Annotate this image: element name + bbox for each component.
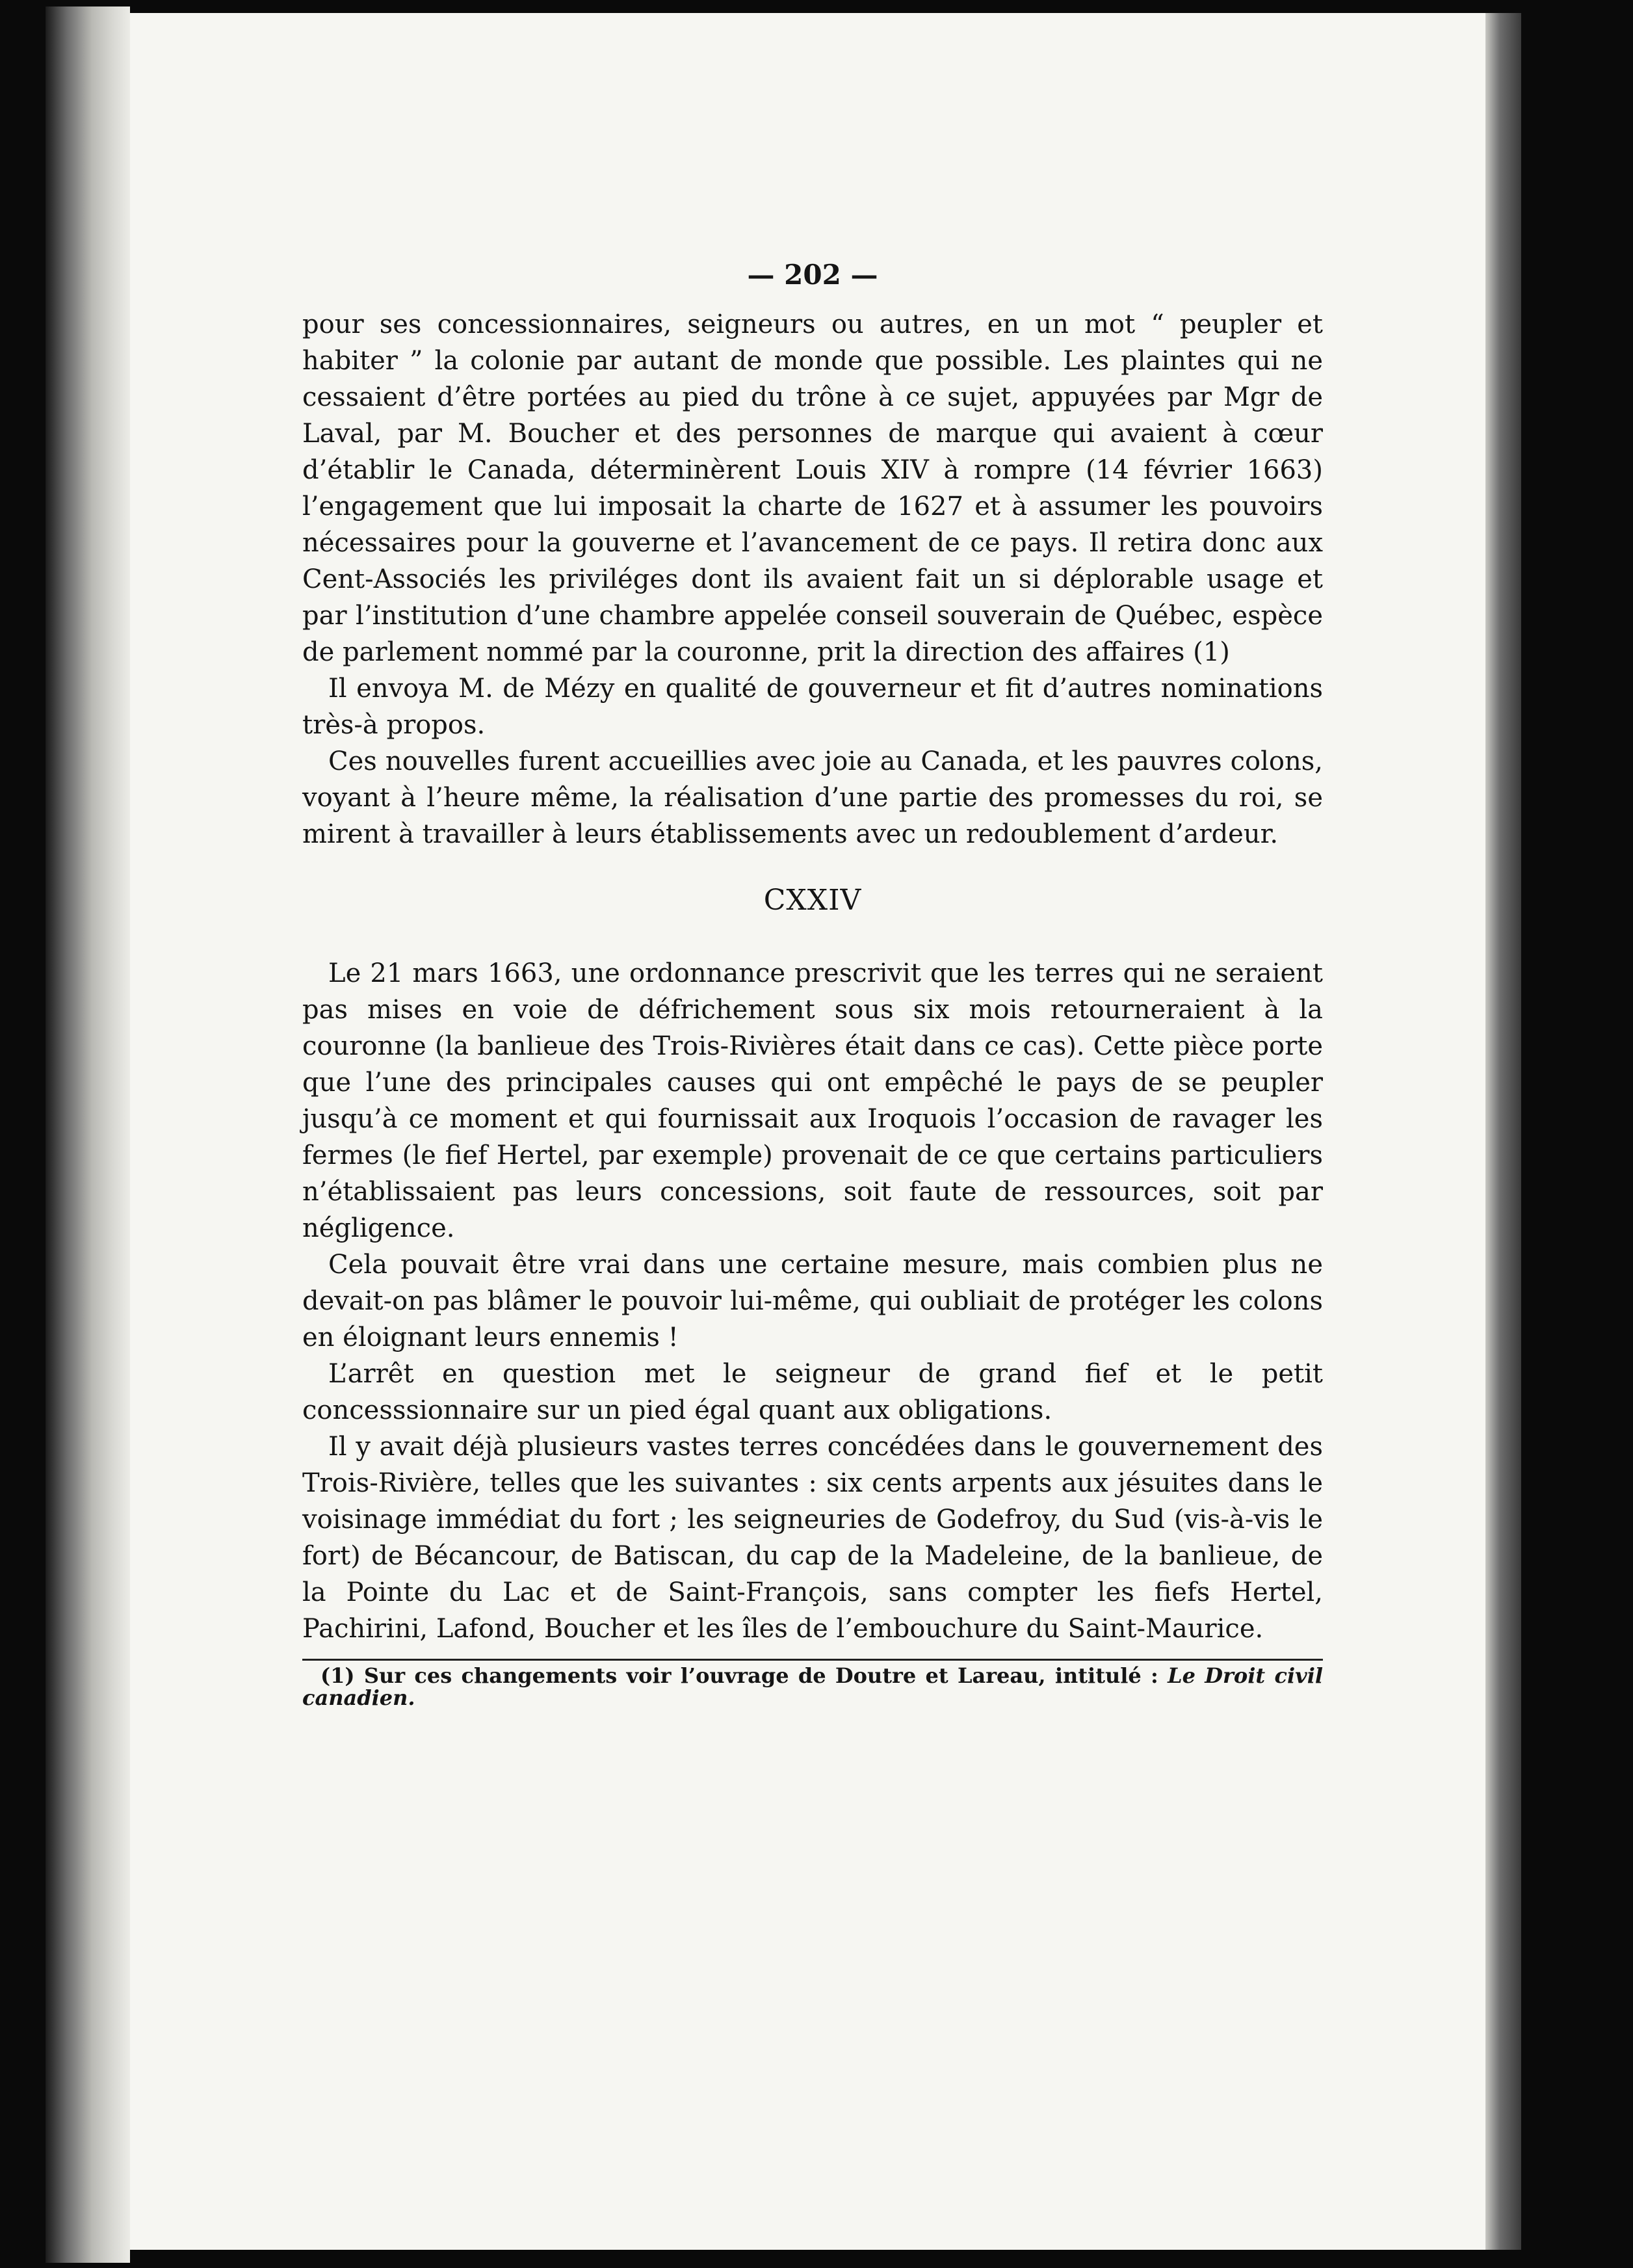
section-paragraph-2: Cela pouvait être vrai dans une certaine mesure, mais combien plus ne devait-on pas blâmer le pouvoir lui-même, qui oubliait de protéger les colons en éloignant leurs ennemis ! xyxy=(302,1250,1323,1352)
footnote-title: Le Droit civil canadien. xyxy=(302,1663,1324,1710)
section-heading: CXXIV xyxy=(763,884,862,917)
footnote-divider xyxy=(302,1659,1323,1661)
section-paragraph-3: L’arrêt en question met le seigneur de grand fief et le petit concesssionnaire sur un pied égal quant aux obligations. xyxy=(302,1359,1323,1425)
page-text-block xyxy=(302,257,1323,1709)
section-paragraph-4: Il y avait déjà plusieurs vastes terres concédées dans le gouvernement des Trois-Rivière, telles que les suivantes : six cents arpents aux jésuites dans le voisinage immédiat du fort ; les seigneuries de Godefroy, du Sud (vis-à-vis le fort) de Bécancour, de Batiscan, du cap de la Madeleine, de la banlieue, de la Pointe du Lac et de Saint-François, sans compter les fiefs Hertel, Pachirini, Lafond, Boucher et les îles de l’embouchure du Saint-Maurice. xyxy=(302,1432,1323,1644)
footnote xyxy=(302,1665,1323,1709)
paragraph-3: Ces nouvelles furent accueillies avec joie au Canada, et les pauvres colons, voyant à l’heure même, la réalisation d’une partie des promesses du roi, se mirent à travailler à leurs établissements avec un redoublement d’ardeur. xyxy=(302,746,1323,849)
section-paragraph-1: Le 21 mars 1663, une ordonnance prescrivit que les terres qui ne seraient pas mises en voie de défrichement sous six mois retourneraient à la couronne (la banlieue des Trois-Rivières était dans ce cas). Cette pièce porte que l’une des principales causes qui ont empêché le pays de se peupler jusqu’à ce moment et qui fournissait aux Iroquois l’occasion de ravager les fermes (le fief Hertel, par exemple) provenait de ce que certains particuliers n’établissaient pas leurs concessions, soit faute de ressources, soit par négligence. xyxy=(302,958,1323,1243)
footnote-text: (1) Sur ces changements voir l’ouvrage de Doutre et Lareau, intitulé : xyxy=(320,1663,1168,1688)
paragraph-2: Il envoya M. de Mézy en qualité de gouverneur et fit d’autres nominations très-à propos. xyxy=(302,674,1323,740)
page-number: — 202 — xyxy=(747,259,878,291)
paragraph-1: pour ses concessionnaires, seigneurs ou autres, en un mot “ peupler et habiter ” la colonie par autant de monde que possible. Les plaintes qui ne cessaient d’être portées au pied du trône à ce sujet, appuyées par Mgr de Laval, par M. Boucher et des personnes de marque qui avaient à cœur d’établir le Canada, déterminèrent Louis XIV à rompre (14 février 1663) l’engagement que lui imposait la charte de 1627 et à assumer les pouvoirs nécessaires pour la gouverne et l’avancement de ce pays. Il retira donc aux Cent-Associés les priviléges dont ils avaient fait un si déplorable usage et par l’institution d’une chambre appelée conseil souverain de Québec, espèce de parlement nommé par la couronne, prit la direction des affaires (1) xyxy=(302,310,1323,667)
book-gutter-shadow xyxy=(46,7,130,2263)
page-edge-shadow xyxy=(1485,13,1521,2250)
